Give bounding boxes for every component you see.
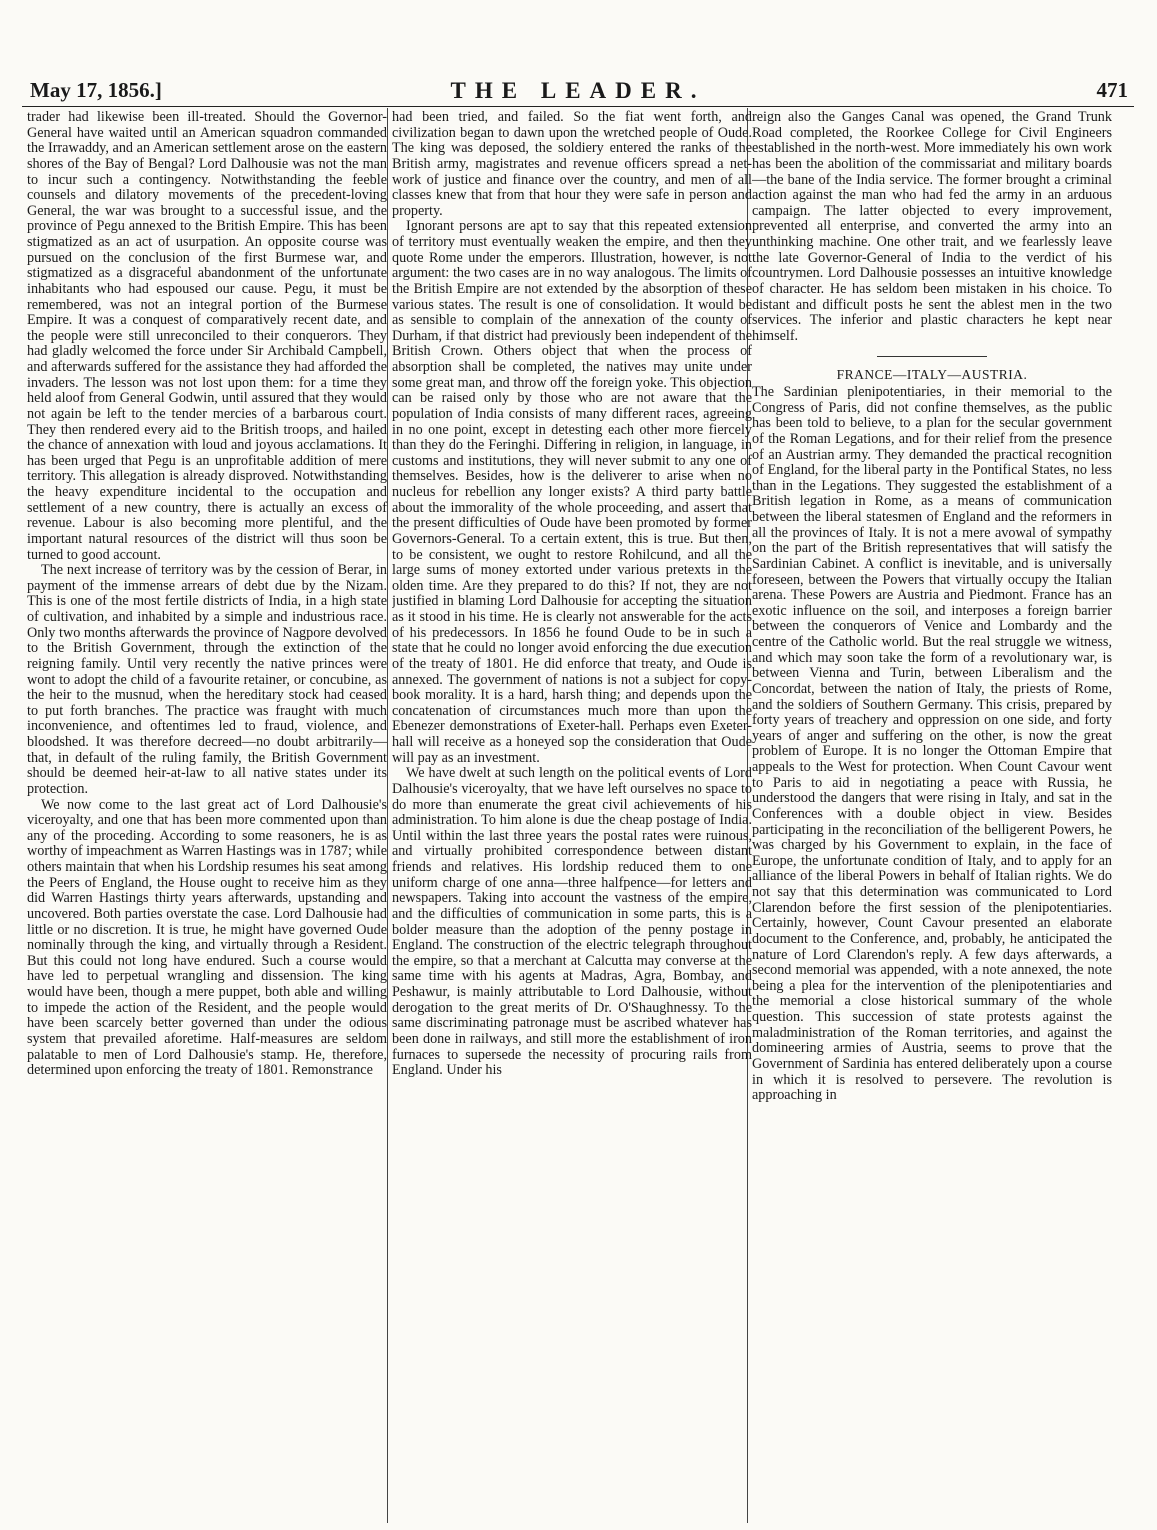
newspaper-title: THE LEADER. [450, 78, 706, 103]
paragraph: The Sardinian plenipotentiaries, in their memorial to the Congress of Paris, did not confine themselves, as the public has been told to believe, to a plan for the secular government of the Roman Legations, and for their relief from the presence of an Austrian army. They demanded the practical recognition of England, for the liberal party in the Pontifical States, no less than in the Legations. They suggested the establishment of a British legation in Rome, as a means of communication between the liberal statesmen of England and the reformers in all the provinces of Italy. It is not a mere avowal of sympathy on the part of the British representatives that will satisfy the Sardinian Cabinet. A conflict is inevitable, and is universally foreseen, between the Powers that virtually occupy the Italian arena. These Powers are Austria and Piedmont. France has an exotic influence on the soil, and interposes a foreign barrier between the conquerors of Venice and Lombardy and the centre of the Catholic world. But the real struggle we witness, and which may soon take the form of a revolutionary war, is between Vienna and Turin, between Liberalism and the Concordat, between the nation of Italy, the priests of Rome, and the soldiers of Southern Germany. This crisis, prepared by forty years of treachery and oppression on one side, and forty years of anger and suffering on the other, is now the great problem of Europe. It is no longer the Ottoman Empire that appeals to the West for protection. When Count Cavour went to Paris to aid in negotiating a peace with Russia, he understood the dangers that were rising in Italy, and sat in the Conferences with a double object in view. Besides participating in the reconciliation of the belligerent Powers, he was charged by his Government to explain, in the face of Europe, the unfortunate condition of Italy, and to apply for an alliance of the liberal Powers in behalf of Italian rights. We do not say that this determination was communicated to Lord Clarendon before the first session of the plenipotentiaries. Certainly, however, Count Cavour presented an elaborate document to the Conference, and, probably, he anticipated the nature of Lord Clarendon's reply. A few days afterwards, a second memorial was appended, with a note annexed, the note being a plea for the intervention of the plenipotentiaries and the memorial a close historical summary of the whole question. This succession of state protests against the maladministration of the Roman territories, and against the domineering armies of Austria, seems to prove that the Government of Sardinia has entered deliberately upon a course in which it is resolved to persevere. The revolution is approaching in [752, 384, 1112, 1104]
paragraph: We have dwelt at such length on the political events of Lord Dalhousie's viceroyalty, that we have left ourselves no space to do more than enumerate the great civil achievements of his administration. To him alone is due the cheap postage of India. Until within the last three years the postal rates were ruinous, and virtually prohibited correspondence between distant friends and relatives. His lordship reduced them to one uniform charge of one anna—three halfpence—for letters and newspapers. Taking into account the vastness of the empire, and the difficulties of communication in some parts, this is a bolder measure than the adoption of the penny postage in England. The construction of the electric telegraph throughout the empire, so that a merchant at Calcutta may converse at the same time with his agents at Madras, Agra, Bombay, and Peshawur, is mainly attributable to Lord Dalhousie, without derogation to the great merits of Dr. O'Shaughnessy. To the same discriminating patronage must be ascribed whatever has been done in railways, and still more the establishment of iron furnaces to supersede the necessity of procuring rails from England. Under his [392, 765, 752, 1079]
masthead [22, 76, 1134, 107]
paragraph: The next increase of territory was by the cession of Berar, in payment of the immense arrears of debt due by the Nizam. This is one of the most fertile districts of India, in a high state of cultivation, and inhabited by a simple and industrious race. Only two months afterwards the province of Nagpore devolved to the British Government, through the extinction of the reigning family. Until very recently the native princes were wont to adopt the child of a favourite retainer, or concubine, as the heir to the musnud, when the hereditary stock had ceased to put forth branches. The practice was fraught with much inconvenience, and oftentimes led to fraud, violence, and bloodshed. It was therefore decreed—no doubt arbitrarily—that, in default of the ruling family, the British Government should be deemed heir-at-law to all native states under its protection. [27, 562, 387, 797]
column-rule-1 [387, 108, 388, 1523]
paragraph: We now come to the last great act of Lord Dalhousie's viceroyalty, and one that has been more commented upon than any of the proceding. According to some reasoners, he is as worthy of impeachment as Warren Hastings was in 1787; while others maintain that when his Lordship resumes his seat among the Peers of England, the House ought to receive him as they did Warren Hastings thirty years afterwards, upstanding and uncovered. Both parties overstate the case. Lord Dalhousie had little or no discretion. It is true, he might have governed Oude nominally through the king, and virtually through a Resident. But this could not long have endured. Such a course would have led to perpetual wrangling and dissension. The king would have been, though a mere puppet, both able and willing to impede the action of the Resident, and the people would have been scarcely better governed than under the odious system that prevailed aforetime. Half-measures are seldom palatable to men of Lord Dalhousie's stamp. He, therefore, determined upon enforcing the treaty of 1801. Remonstrance [27, 796, 387, 1079]
paragraph: Ignorant persons are apt to say that this repeated extension of territory must eventually weaken the empire, and then they quote Rome under the emperors. Illustration, however, is not argument: the two cases are in no way analogous. The limits of the British Empire are not extended by the absorption of these various states. The result is one of consolidation. It would be as sensible to complain of the annexation of the county of Durham, if that district had previously been independent of the British Crown. Others object that when the process of absorption shall be completed, the natives may unite under some great man, and throw off the foreign yoke. This objection can be raised only by those who are not aware that the population of India consists of many different races, agreeing in no one point, except in detesting each other more fiercely than they do the Feringhi. Differing in religion, in language, in customs and institutions, they will never submit to any one of themselves. Besides, how is the deliverer to arise when no nucleus for rebellion any longer exists? A third party battle about the immorality of the whole proceeding, and assert that the present difficulties of Oude have been promoted by former Governors-General. To a certain extent, this is true. But then, to be consistent, we ought to restore Rohilcund, and all the large sums of money extorted under various pretexts in the olden time. Are they prepared to do this? If not, they are not justified in blaming Lord Dalhousie for accepting the situation as it stood in his time. He is clearly not answerable for the acts of his predecessors. In 1856 he found Oude to be in such a state that he could no longer avoid enforcing the due execution of the treaty of 1801. He did enforce that treaty, and Oude is annexed. The government of nations is not a subject for copy-book morality. It is a hard, harsh thing; and depends upon the concatenation of circumstances much more than upon the Ebenezer demonstrations of Exeter-hall. Perhaps even Exeter-hall will receive as a honeyed sop the consideration that Oude will pay as an investment. [392, 218, 752, 766]
section-divider [877, 356, 987, 357]
paragraph: had been tried, and failed. So the fiat went forth, and civilization began to dawn upon the wretched people of Oude. The king was deposed, the soldiery entered the ranks of the British army, magistrates and revenue officers spread a net-work of justice and finance over the country, and men of all classes knew that from that hour they were safe in person and property. [392, 110, 752, 219]
article-column-3 [752, 110, 1112, 1520]
issue-date: May 17, 1856.] [30, 78, 162, 102]
paragraph: trader had likewise been ill-treated. Should the Governor-General have waited until an American squadron commanded the Irrawaddy, and an American settlement arose on the eastern shores of the Bay of Bengal? Lord Dalhousie was not the man to incur such a contingency. Notwithstanding the feeble counsels and dilatory movements of the precedent-loving General, the war was brought to a successful issue, and the province of Pegu annexed to the British Empire. This has been stigmatized as an act of usurpation. An opposite course was pursued on the conclusion of the first Burmese war, and stigmatized as a disgraceful abandonment of the unfortunate inhabitants who had espoused our cause. Pegu, it must be remembered, was not an integral portion of the Burmese Empire. It was a conquest of comparatively recent date, and the people were still unreconciled to their conquerors. They had gladly welcomed the force under Sir Archibald Campbell, and afterwards suffered for the assistance they had afforded the invaders. The lesson was not lost upon them: for a time they held aloof from General Godwin, until assured that they would not again be left to the tender mercies of a barbarous court. They then rendered every aid to the British troops, and hailed the chance of annexation with loud and joyous acclamations. It has been urged that Pegu is an unprofitable addition of mere territory. This allegation is already disproved. Notwithstanding the heavy expenditure incidental to the occupation and settlement of a new country, there is actually an excess of revenue. Labour is also becoming more plentiful, and the important natural resources of the district will thus soon be turned to good account. [27, 110, 387, 563]
paragraph: reign also the Ganges Canal was opened, the Grand Trunk Road completed, the Roorkee College for Civil Engineers established in the north-west. More immediately his own work has been the abolition of the commissariat and military boards—the bane of the India service. The former brought a criminal action against the man who had fed the army in an arduous campaign. The latter objected to every improvement, prevented all enterprise, and converted the army into an unthinking machine. One other trait, and we fearlessly leave the late Governor-General of India to the verdict of his countrymen. Lord Dalhousie possesses an intuitive knowledge of character. He has seldom been mistaken in his choice. To distant and difficult posts he sent the ablest men in the two services. The inferior and plastic characters he kept near himself. [752, 110, 1112, 344]
section-heading: FRANCE—ITALY—AUSTRIA. [836, 367, 1028, 383]
article-column-2 [392, 110, 752, 1520]
article-column-1 [27, 110, 387, 1520]
page-number: 471 [1096, 78, 1128, 102]
